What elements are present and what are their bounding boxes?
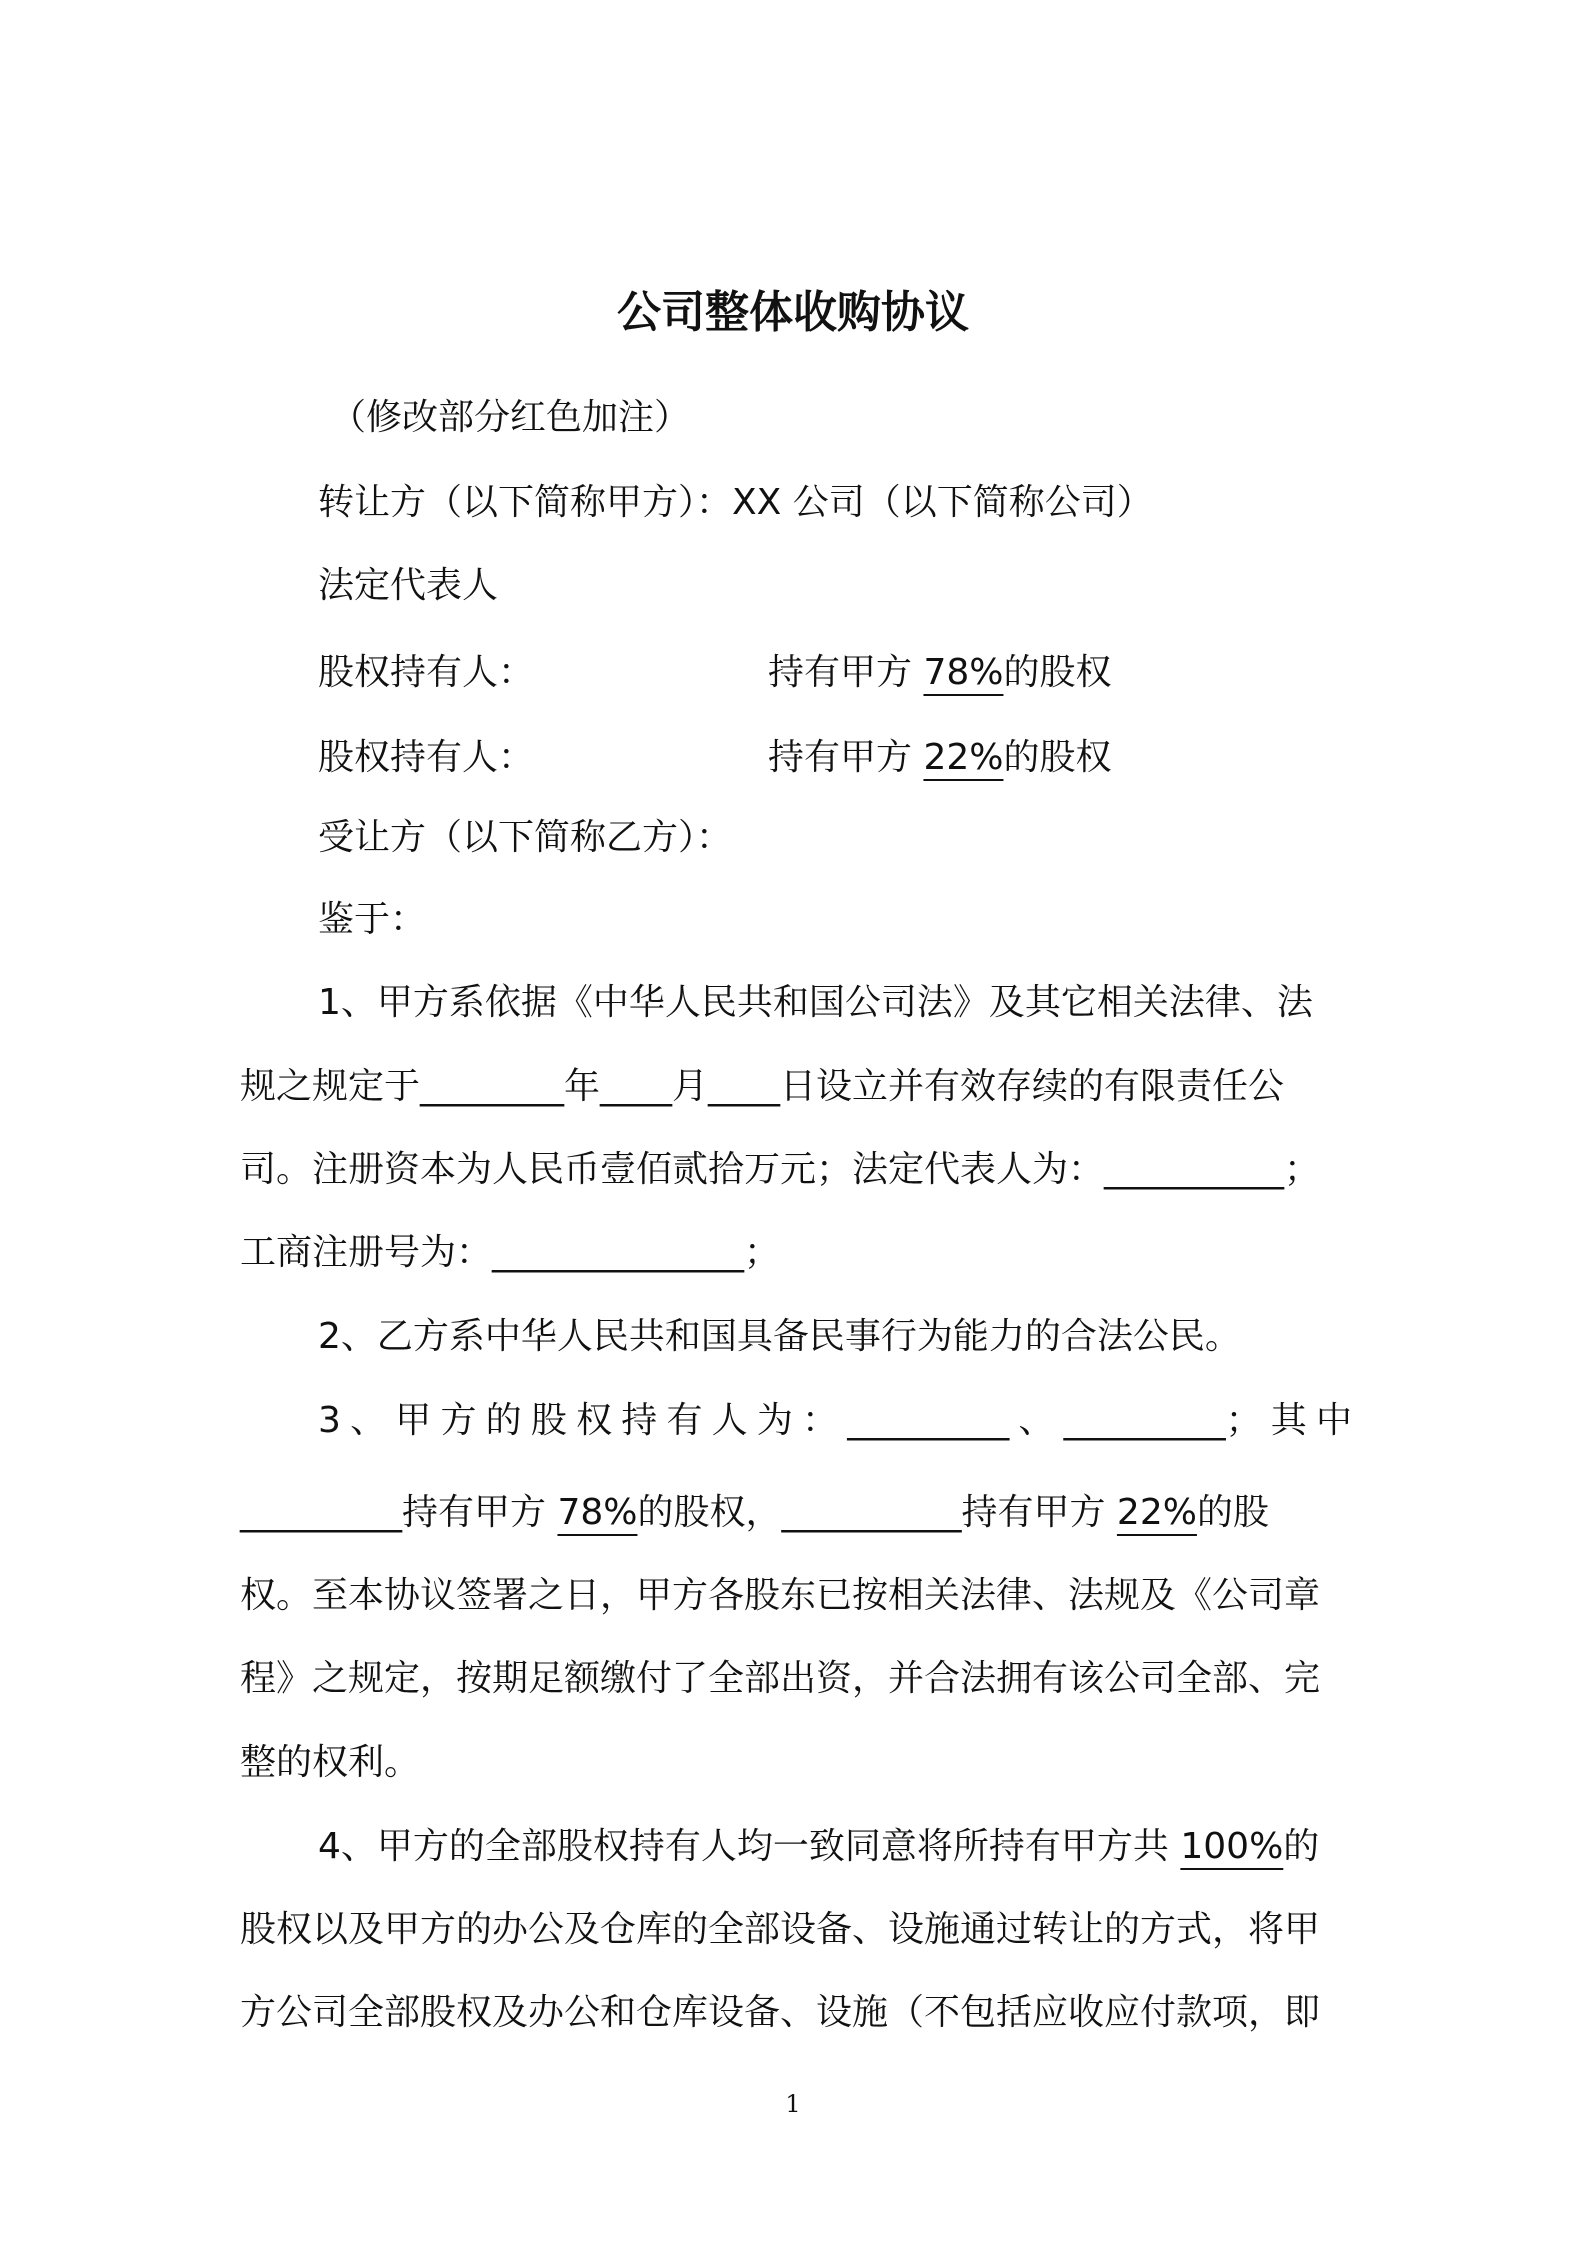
clause-3-line-4: 程》之规定，按期足额缴付了全部出资，并合法拥有该公司全部、完 (240, 1658, 1321, 1699)
transferor-line: 转让方（以下简称甲方）：XX 公司（以下简称公司） (318, 482, 1153, 523)
clause-4-percent: 100% (1180, 1826, 1284, 1867)
clause-3-middle: 的股权，__________持有甲方 (637, 1492, 1117, 1533)
clause-4-line-1 (318, 1824, 1319, 1870)
clause-3-line-2 (240, 1490, 1269, 1536)
shareholder-2-prefix: 持有甲方 (768, 737, 924, 778)
clause-1-line-3: 司。注册资本为人民币壹佰贰拾万元；法定代表人为：__________； (240, 1149, 1321, 1190)
clause-2-line-1: 2、乙方系中华人民共和国具备民事行为能力的合法公民。 (318, 1316, 1241, 1357)
clause-1-line-4: 工商注册号为：______________； (240, 1232, 781, 1273)
whereas-heading: 鉴于： (318, 899, 427, 940)
shareholder-1-prefix: 持有甲方 (768, 652, 924, 693)
document-title: 公司整体收购协议 (617, 287, 969, 338)
shareholder-1-percent: 78% (923, 652, 1004, 693)
clause-1-line-1: 1、甲方系依据《中华人民共和国公司法》及其它相关法律、法 (318, 982, 1313, 1023)
clause-4-line-1-end: 的 (1283, 1826, 1320, 1867)
shareholder-2-suffix: 的股权 (1003, 737, 1112, 778)
shareholder-2-share (768, 735, 1111, 781)
shareholder-2-label: 股权持有人： (318, 737, 535, 778)
revision-note: （修改部分红色加注） (330, 397, 691, 438)
shareholder-1-suffix: 的股权 (1003, 652, 1112, 693)
clause-3-percent-1: 78% (557, 1492, 638, 1533)
clause-3-line-5: 整的权利。 (240, 1742, 421, 1783)
clause-4-line-2: 股权以及甲方的办公及仓库的全部设备、设施通过转让的方式，将甲 (240, 1909, 1321, 1950)
clause-3-blank-1: _________持有甲方 (240, 1492, 558, 1533)
clause-3-percent-2: 22% (1116, 1492, 1197, 1533)
shareholder-2-percent: 22% (923, 737, 1004, 778)
page-number: 1 (785, 2090, 801, 2118)
clause-1-line-2: 规之规定于________年____月____日设立并有效存续的有限责任公 (240, 1066, 1285, 1107)
transferee-line: 受让方（以下简称乙方）： (318, 817, 733, 858)
shareholder-1-label: 股权持有人： (318, 652, 535, 693)
legal-representative-line: 法定代表人 (318, 565, 499, 606)
clause-4-line-3: 方公司全部股权及办公和仓库设备、设施（不包括应收应付款项，即 (240, 1992, 1321, 2033)
clause-3-line-2-end: 的股 (1196, 1492, 1269, 1533)
shareholder-1-share (768, 650, 1111, 696)
clause-4-line-1-start: 4、甲方的全部股权持有人均一致同意将所持有甲方共 (318, 1826, 1181, 1867)
clause-3-line-1: 3、甲方的股权持有人为：_________、_________；其中 (318, 1400, 1352, 1441)
clause-3-line-3: 权。至本协议签署之日，甲方各股东已按相关法律、法规及《公司章 (240, 1575, 1321, 1616)
